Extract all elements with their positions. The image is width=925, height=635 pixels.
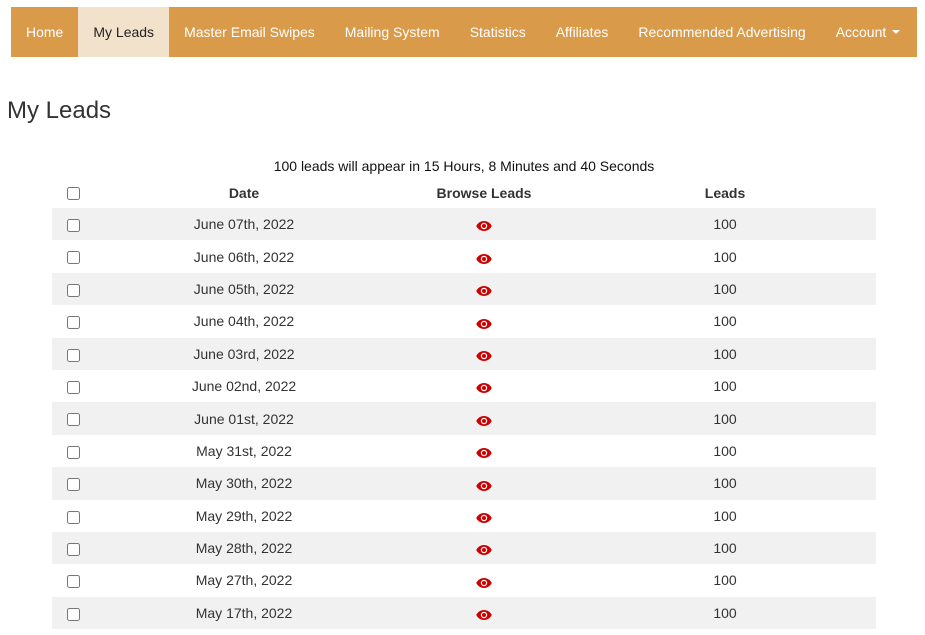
table-row (52, 273, 876, 305)
table-row (52, 597, 876, 629)
row-browse-cell (394, 435, 574, 467)
row-checkbox[interactable] (67, 478, 80, 491)
row-date: May 29th, 2022 (94, 500, 394, 532)
page-title: My Leads (7, 97, 112, 124)
nav-affiliates[interactable]: Affiliates (555, 24, 609, 40)
row-checkbox-cell (52, 467, 94, 499)
row-leads-count: 100 (574, 240, 876, 272)
row-checkbox[interactable] (67, 316, 80, 329)
select-all-cell (52, 177, 94, 208)
row-leads-count: 100 (574, 402, 876, 434)
table-row (52, 338, 876, 370)
eye-icon[interactable] (476, 543, 492, 555)
main-navbar (11, 7, 917, 57)
eye-icon[interactable] (476, 511, 492, 523)
row-checkbox[interactable] (67, 284, 80, 297)
row-checkbox-cell (52, 564, 94, 596)
eye-icon[interactable] (476, 608, 492, 620)
leads-table (52, 177, 876, 629)
row-leads-count: 100 (574, 597, 876, 629)
row-leads-count: 100 (574, 370, 876, 402)
row-leads-count: 100 (574, 467, 876, 499)
row-date: June 03rd, 2022 (94, 338, 394, 370)
row-checkbox-cell (52, 338, 94, 370)
row-checkbox-cell (52, 500, 94, 532)
nav-master-email-swipes[interactable]: Master Email Swipes (184, 24, 315, 40)
row-checkbox-cell (52, 208, 94, 240)
eye-icon[interactable] (476, 284, 492, 296)
eye-icon[interactable] (476, 381, 492, 393)
row-leads-count: 100 (574, 532, 876, 564)
row-browse-cell (394, 564, 574, 596)
row-leads-count: 100 (574, 500, 876, 532)
row-leads-count: 100 (574, 273, 876, 305)
row-checkbox[interactable] (67, 349, 80, 362)
leads-countdown-text: 100 leads will appear in 15 Hours, 8 Minutes and 40 Seconds (273, 158, 655, 174)
nav-recommended-advertising[interactable]: Recommended Advertising (638, 24, 806, 40)
row-browse-cell (394, 240, 574, 272)
table-row (52, 435, 876, 467)
row-leads-count: 100 (574, 435, 876, 467)
row-browse-cell (394, 402, 574, 434)
eye-icon[interactable] (476, 349, 492, 361)
row-checkbox[interactable] (67, 608, 80, 621)
row-checkbox-cell (52, 305, 94, 337)
table-row (52, 532, 876, 564)
row-date: June 06th, 2022 (94, 240, 394, 272)
row-checkbox-cell (52, 402, 94, 434)
browse-leads-column-header: Browse Leads (436, 184, 532, 201)
table-row (52, 370, 876, 402)
row-checkbox[interactable] (67, 219, 80, 232)
table-row (52, 500, 876, 532)
row-browse-cell (394, 500, 574, 532)
row-date: June 05th, 2022 (94, 273, 394, 305)
row-checkbox[interactable] (67, 251, 80, 264)
eye-icon[interactable] (476, 479, 492, 491)
eye-icon[interactable] (476, 252, 492, 264)
row-checkbox[interactable] (67, 575, 80, 588)
row-checkbox[interactable] (67, 413, 80, 426)
nav-my-leads[interactable]: My Leads (78, 7, 169, 57)
nav-account-label: Account (835, 24, 887, 40)
row-browse-cell (394, 467, 574, 499)
row-date: June 07th, 2022 (94, 208, 394, 240)
row-browse-cell (394, 370, 574, 402)
row-browse-cell (394, 532, 574, 564)
row-leads-count: 100 (574, 564, 876, 596)
row-date: June 04th, 2022 (94, 305, 394, 337)
eye-icon[interactable] (476, 219, 492, 231)
table-row (52, 402, 876, 434)
eye-icon[interactable] (476, 414, 492, 426)
eye-icon[interactable] (476, 446, 492, 458)
table-header-row (52, 177, 876, 208)
row-browse-cell (394, 597, 574, 629)
row-checkbox-cell (52, 240, 94, 272)
table-row (52, 467, 876, 499)
row-browse-cell (394, 273, 574, 305)
row-leads-count: 100 (574, 208, 876, 240)
row-checkbox[interactable] (67, 511, 80, 524)
row-leads-count: 100 (574, 305, 876, 337)
row-browse-cell (394, 208, 574, 240)
leads-column-header: Leads (704, 184, 746, 201)
caret-down-icon (892, 30, 900, 34)
row-date: May 17th, 2022 (94, 597, 394, 629)
eye-icon[interactable] (476, 317, 492, 329)
row-date: May 31st, 2022 (94, 435, 394, 467)
table-row (52, 564, 876, 596)
row-date: May 30th, 2022 (94, 467, 394, 499)
select-all-checkbox[interactable] (67, 187, 80, 200)
row-date: May 27th, 2022 (94, 564, 394, 596)
nav-mailing-system[interactable]: Mailing System (344, 24, 440, 40)
table-row (52, 305, 876, 337)
row-browse-cell (394, 305, 574, 337)
row-checkbox-cell (52, 435, 94, 467)
table-row (52, 240, 876, 272)
eye-icon[interactable] (476, 576, 492, 588)
row-checkbox[interactable] (67, 543, 80, 556)
nav-account-dropdown[interactable] (821, 7, 916, 57)
nav-statistics[interactable]: Statistics (469, 24, 526, 40)
row-leads-count: 100 (574, 338, 876, 370)
row-checkbox[interactable] (67, 446, 80, 459)
row-checkbox-cell (52, 273, 94, 305)
leads-table-body (52, 208, 876, 629)
row-checkbox-cell (52, 532, 94, 564)
table-row (52, 208, 876, 240)
row-checkbox-cell (52, 370, 94, 402)
row-checkbox-cell (52, 597, 94, 629)
date-column-header: Date (228, 184, 260, 201)
row-date: June 01st, 2022 (94, 402, 394, 434)
nav-home[interactable]: Home (26, 24, 64, 40)
row-date: June 02nd, 2022 (94, 370, 394, 402)
row-date: May 28th, 2022 (94, 532, 394, 564)
row-browse-cell (394, 338, 574, 370)
row-checkbox[interactable] (67, 381, 80, 394)
